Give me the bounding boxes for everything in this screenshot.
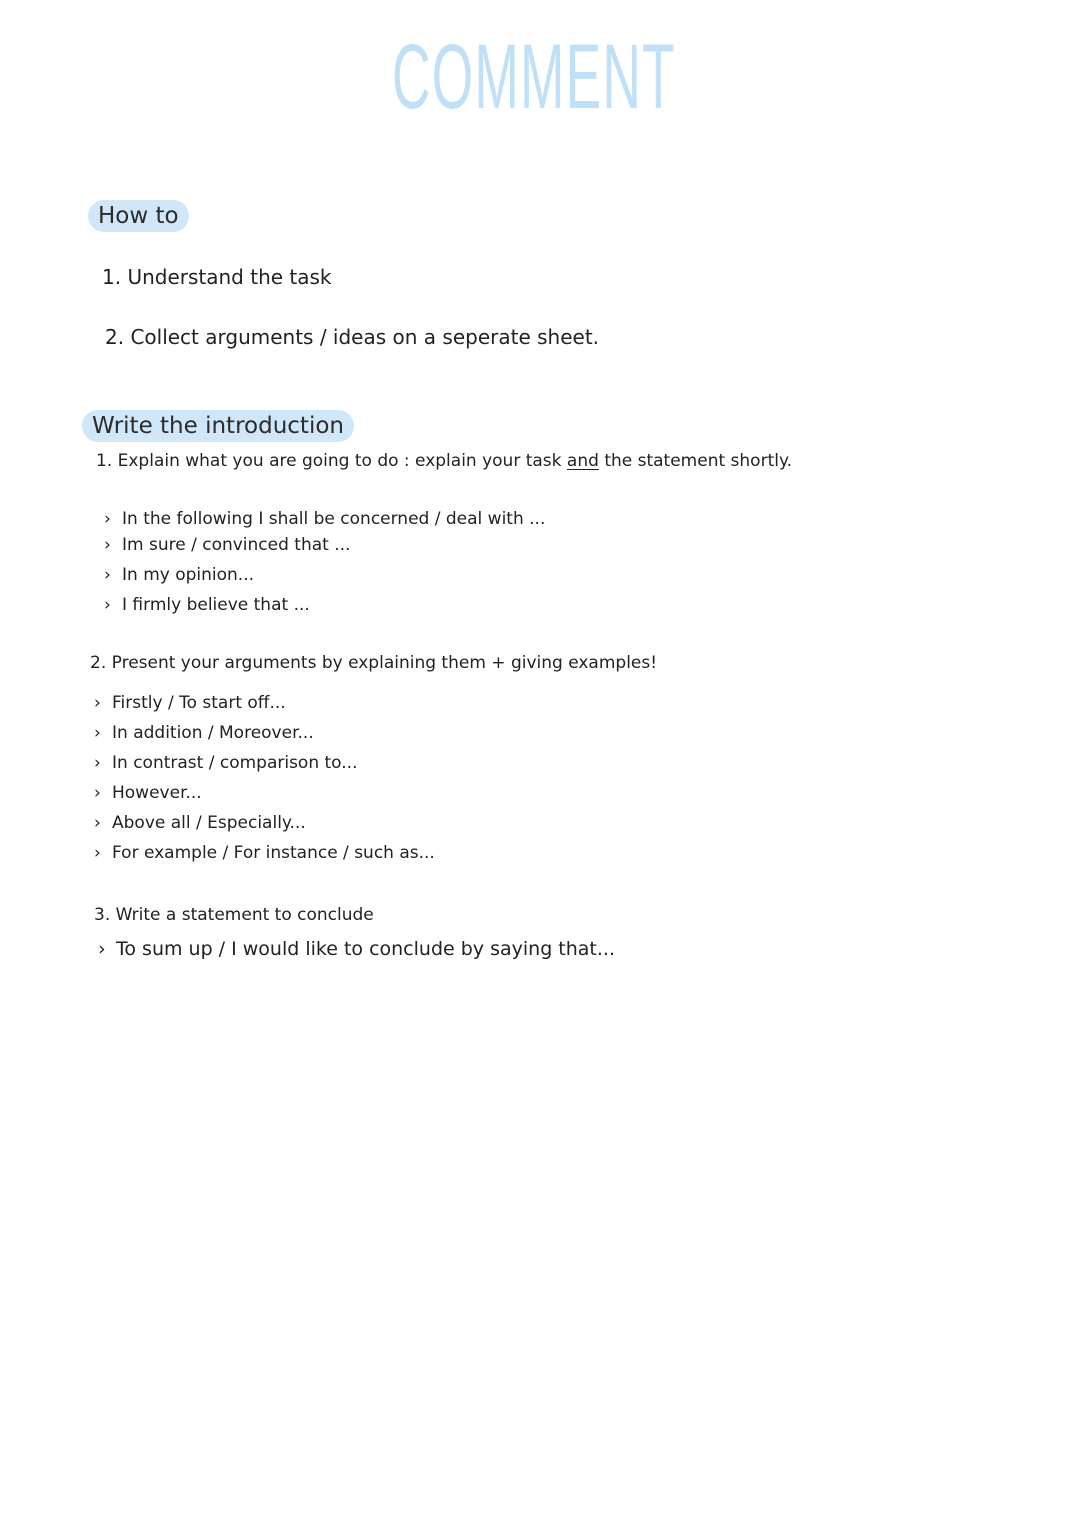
introduction-phrase-text: In the following I shall be concerned / deal with ... (122, 509, 546, 529)
arguments-phrase-text: Above all / Especially... (112, 813, 306, 833)
introduction-phrase (104, 532, 350, 558)
section-heading-introduction: Write the introduction (82, 410, 354, 442)
introduction-step-1-suffix: the statement shortly. (604, 451, 792, 471)
arrow-icon: › (94, 813, 101, 833)
arguments-step: 2. Present your arguments by explaining them + giving examples! (90, 653, 658, 673)
arrow-icon: › (94, 753, 101, 773)
arrow-icon: › (104, 595, 111, 615)
introduction-step-1 (96, 448, 792, 474)
arguments-phrase (94, 750, 358, 776)
arrow-icon: › (98, 938, 106, 960)
how-to-step-2: 2. Collect arguments / ideas on a seperate sheet. (105, 325, 600, 349)
arguments-phrase-text: In addition / Moreover... (112, 723, 314, 743)
introduction-step-1-prefix: 1. Explain what you are going to do : explain your task (96, 451, 562, 471)
introduction-phrase-text: Im sure / convinced that ... (122, 535, 351, 555)
how-to-step-1: 1. Understand the task (102, 265, 332, 289)
introduction-step-1-and: and (566, 451, 599, 471)
arguments-phrase (94, 690, 286, 716)
introduction-phrase-text: In my opinion... (122, 565, 255, 585)
conclusion-step: 3. Write a statement to conclude (94, 905, 374, 925)
introduction-phrase (104, 506, 545, 532)
arguments-phrase-text: However... (112, 783, 202, 803)
introduction-phrase (104, 562, 254, 588)
arrow-icon: › (104, 535, 111, 555)
arrow-icon: › (94, 783, 101, 803)
introduction-phrase-text: I firmly believe that ... (122, 595, 310, 615)
conclusion-phrase-text: To sum up / I would like to conclude by saying that... (116, 938, 615, 960)
introduction-phrase (104, 592, 310, 618)
section-heading-how-to: How to (88, 200, 189, 232)
page-title: COMMENT (392, 26, 676, 128)
arrow-icon: › (104, 565, 111, 585)
arrow-icon: › (94, 723, 101, 743)
arguments-phrase (94, 720, 314, 746)
arguments-phrase-text: In contrast / comparison to... (112, 753, 358, 773)
arrow-icon: › (94, 843, 101, 863)
arrow-icon: › (104, 509, 111, 529)
arrow-icon: › (94, 693, 101, 713)
arguments-phrase (94, 780, 202, 806)
conclusion-phrase (98, 936, 615, 962)
arguments-phrase-text: For example / For instance / such as... (112, 843, 435, 863)
arguments-phrase (94, 810, 306, 836)
arguments-phrase (94, 840, 435, 866)
arguments-phrase-text: Firstly / To start off... (112, 693, 286, 713)
